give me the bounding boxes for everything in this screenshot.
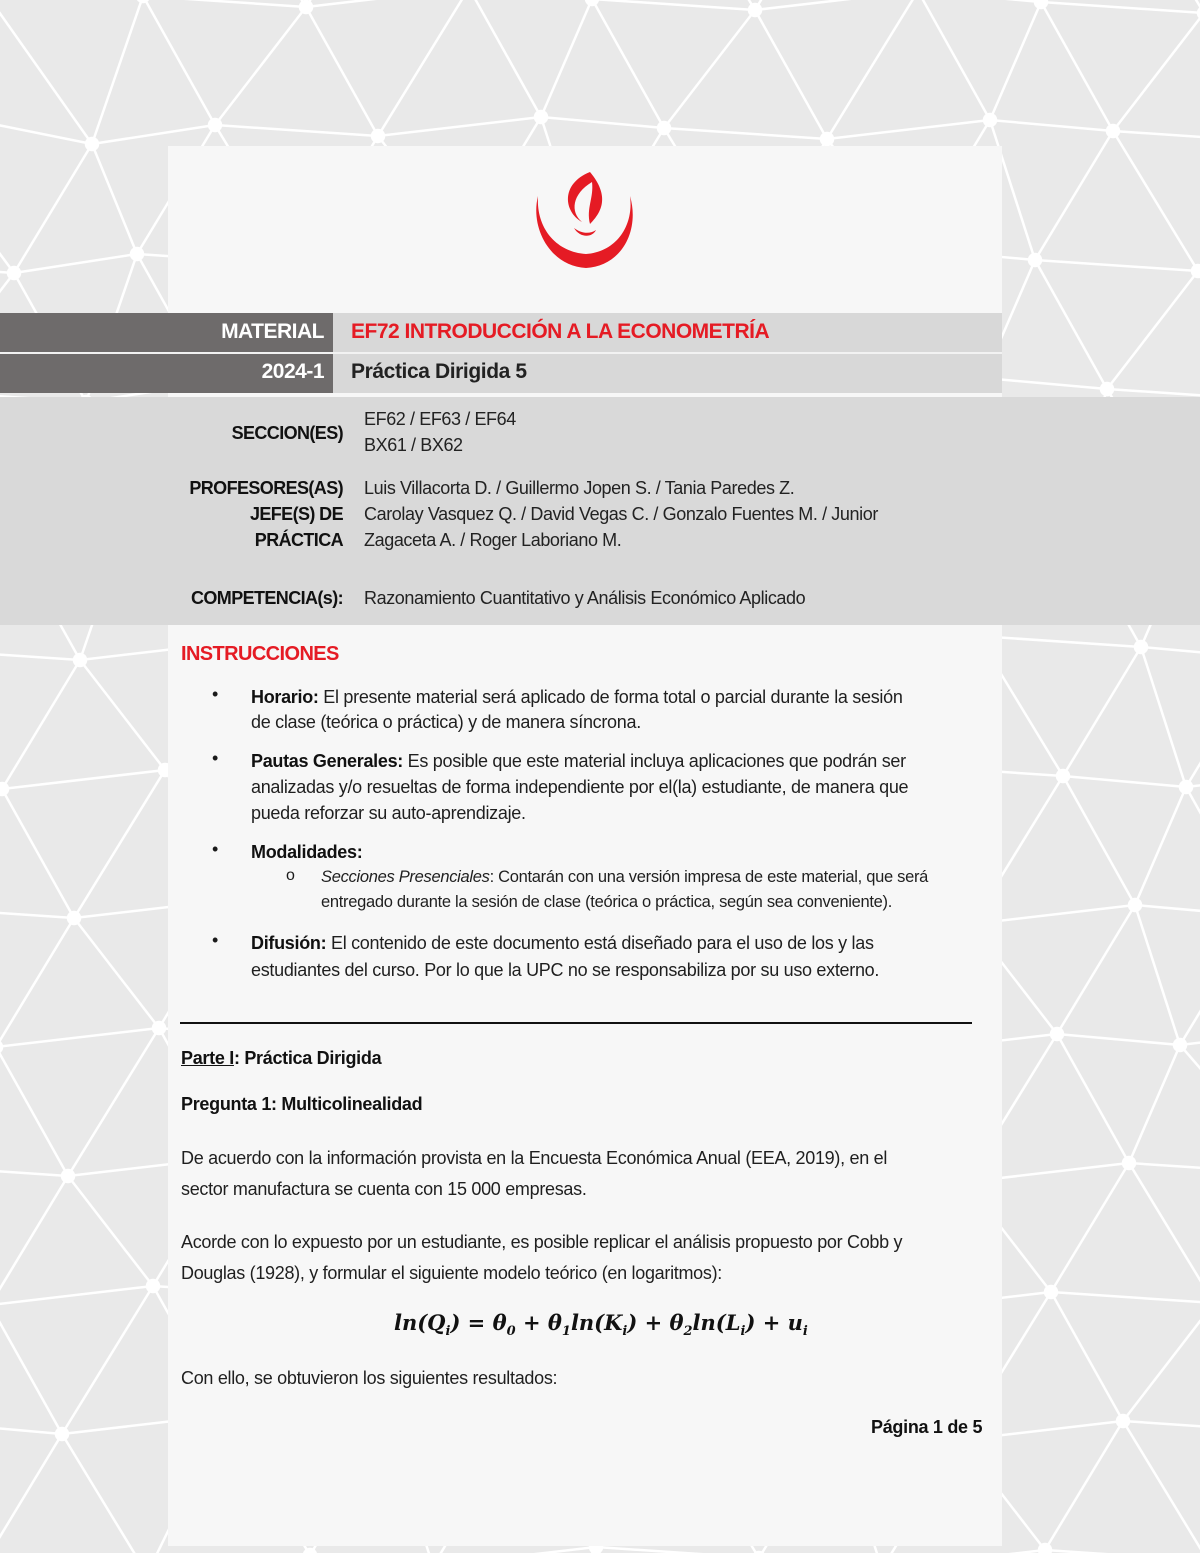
sections-label: SECCION(ES)	[231, 423, 343, 443]
term-label: 2024-1	[261, 360, 324, 383]
material-label: MATERIAL	[221, 320, 324, 343]
professors-line-2: Carolay Vasquez Q. / David Vegas C. / Gonzalo Fuentes M. / Junior	[364, 504, 878, 524]
pautas-line-2: analizadas y/o resueltas de forma independiente por el(la) estudiante, de manera que	[251, 777, 909, 797]
paragraph-3: Con ello, se obtuvieron los siguientes resultados:	[181, 1368, 558, 1388]
question-title: Pregunta 1: Multicolinealidad	[181, 1094, 423, 1114]
part-heading: Parte I: Práctica Dirigida	[181, 1048, 382, 1068]
bullet-icon: •	[212, 930, 219, 950]
difusion-line-2: estudiantes del curso. Por lo que la UPC no se responsabiliza por su uso externo.	[251, 960, 880, 980]
paragraph-1-line-1: De acuerdo con la información provista en la Encuesta Económica Anual (EEA, 2019), en el	[181, 1148, 888, 1168]
presenciales-line-2: entregado durante la sesión de clase (teórica o práctica, según sea conveniente).	[321, 893, 892, 911]
paragraph-2-line-1: Acorde con lo expuesto por un estudiante, es posible replicar el análisis propuesto por Cobb y	[181, 1232, 903, 1252]
practice-title: Práctica Dirigida 5	[351, 360, 527, 383]
professors-label-1: PROFESORES(AS)	[189, 478, 343, 498]
paragraph-1-line-2: sector manufactura se cuenta con 15 000 empresas.	[181, 1179, 587, 1199]
horario-line-2: de clase (teórica o práctica) y de manera síncrona.	[251, 712, 641, 732]
competence-label: COMPETENCIA(s):	[191, 588, 343, 608]
instructions-title: INSTRUCCIONES	[181, 643, 339, 665]
modalidades-label: Modalidades:	[251, 842, 363, 862]
professors-label-3: PRÁCTICA	[254, 530, 343, 550]
sub-bullet-icon: o	[286, 867, 295, 884]
upc-logo-icon	[530, 168, 638, 272]
presenciales-line-1: Secciones Presenciales: Contarán con una versión impresa de este material, que será	[321, 868, 929, 886]
professors-line-3: Zagaceta A. / Roger Laboriano M.	[364, 530, 622, 550]
bullet-icon: •	[212, 748, 219, 768]
course-title: EF72 INTRODUCCIÓN A LA ECONOMETRÍA	[351, 320, 770, 343]
cobb-douglas-equation: $\ln(Q_i) = \theta_0 + \theta_1\ln(K_i) + \theta_2\ln(L_i) + u_i$	[394, 1310, 808, 1340]
header-band-divider	[0, 352, 1002, 354]
pautas-line-3: pueda reforzar su auto-aprendizaje.	[251, 803, 526, 823]
difusion-line-1: Difusión: El contenido de este documento está diseñado para el uso de los y las	[251, 933, 874, 953]
competence-value: Razonamiento Cuantitativo y Análisis Económico Aplicado	[364, 588, 806, 608]
bullet-icon: •	[212, 839, 219, 859]
sections-line-2: BX61 / BX62	[364, 435, 463, 455]
horario-line-1: Horario: El presente material será aplicado de forma total o parcial durante la sesión	[251, 687, 903, 707]
section-divider	[180, 1022, 972, 1024]
professors-line-1: Luis Villacorta D. / Guillermo Jopen S. / Tania Paredes Z.	[364, 478, 795, 498]
sections-line-1: EF62 / EF63 / EF64	[364, 409, 516, 429]
page-number: Página 1 de 5	[871, 1417, 983, 1437]
paragraph-2-line-2: Douglas (1928), y formular el siguiente modelo teórico (en logaritmos):	[181, 1263, 722, 1283]
bullet-icon: •	[212, 684, 219, 704]
pautas-line-1: Pautas Generales: Es posible que este material incluya aplicaciones que podrán ser	[251, 751, 906, 771]
professors-label-2: JEFE(S) DE	[249, 504, 343, 524]
